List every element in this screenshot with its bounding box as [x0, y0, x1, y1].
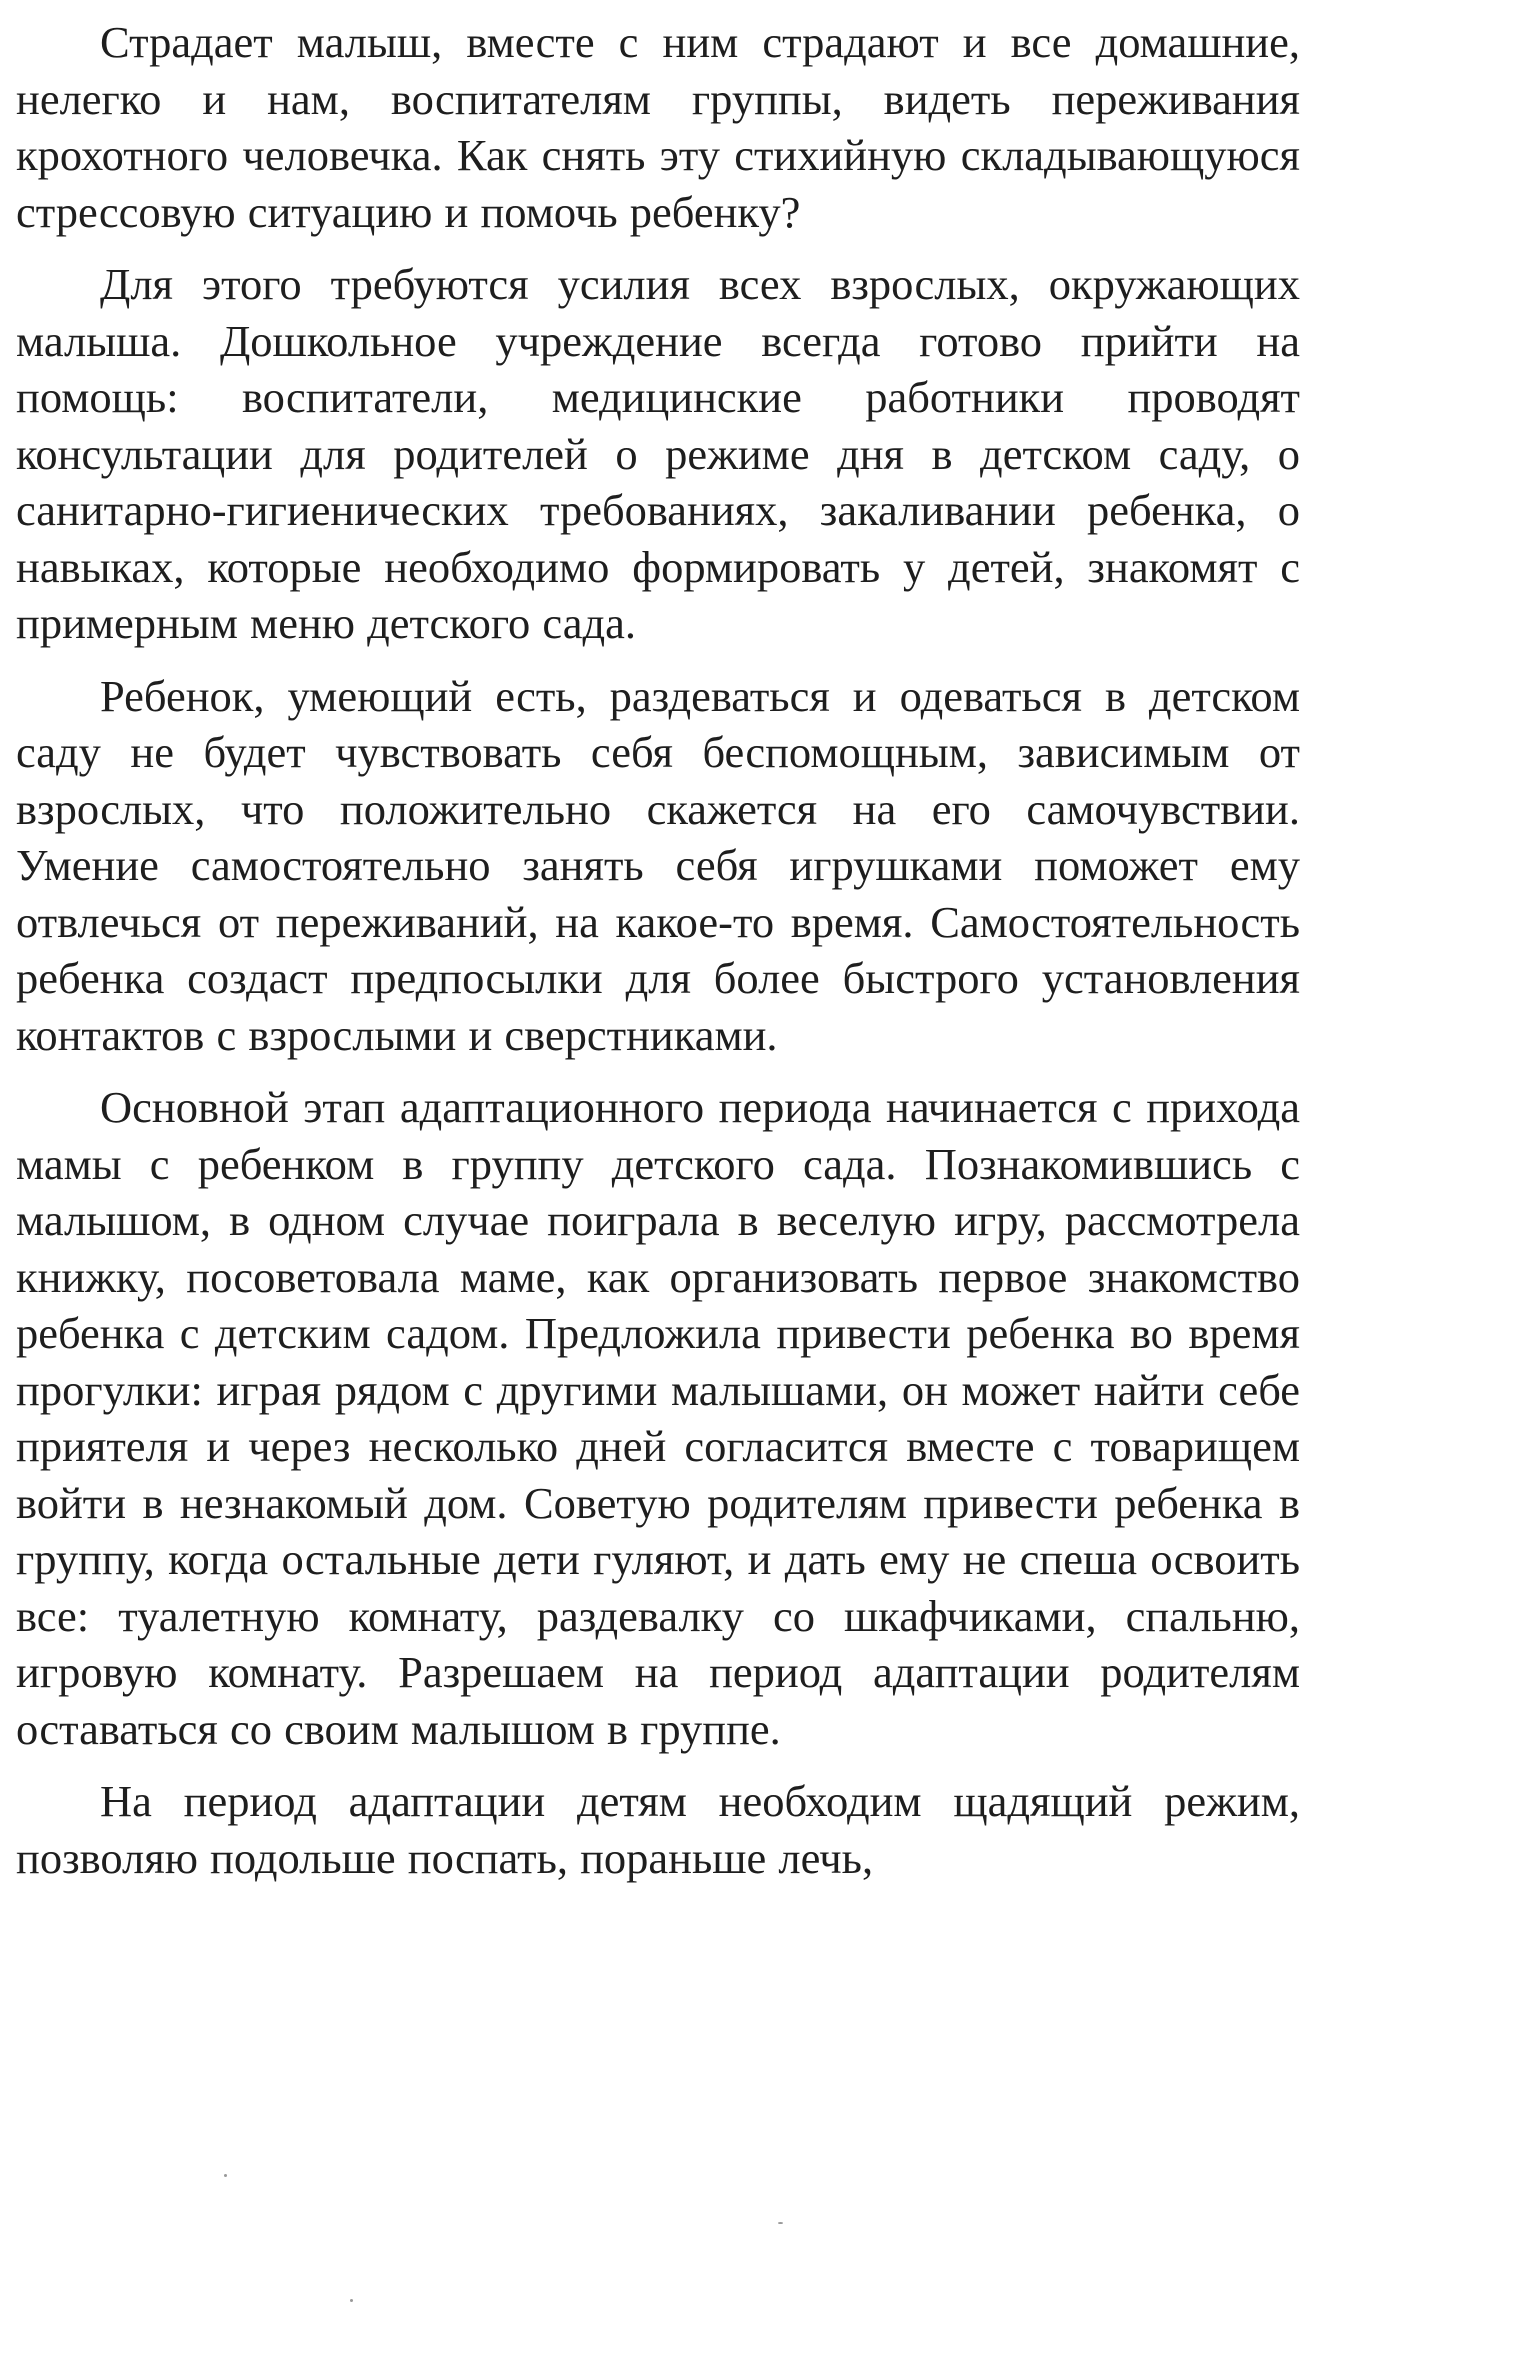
paragraph-4: Основной этап адаптационного периода начинается с прихода мамы с ребенком в группу детского сада. Познакомившись с малышом, в одном случае поиграла в веселую игру, рассмотрела книжку, посоветовала маме, как организовать первое знакомство ребенка с детским садом. Предложила привести ребенка во время прогулки: играя рядом с другими малышами, он может найти себе приятеля и через несколько дней согласится вместе с товарищем войти в незнакомый дом. Советую родителям привести ребенка в группу, когда остальные дети гуляют, и дать ему не спеша освоить все: туалетную комнату, раздевалку со шкафчиками, спальню, игровую комнату. Разрешаем на период адаптации родителям оставаться со своим малышом в группе.	[16, 1082, 1300, 1754]
paragraph-3: Ребенок, умеющий есть, раздеваться и одеваться в детском саду не будет чувствовать себя беспомощным, зависимым от взрослых, что положительно скажется на его самочувствии. Умение самостоятельно занять себя игрушками поможет ему отвлечься от переживаний, на какое-то время. Самостоятельность ребенка создаст предпосылки для более быстрого установления контактов с взрослыми и сверстниками.	[16, 670, 1300, 1060]
scan-speck	[350, 2299, 353, 2302]
paragraph-5: На период адаптации детям необходим щадящий режим, позволяю подольше поспать, пораньше лечь,	[16, 1776, 1300, 1883]
paragraph-1: Страдает малыш, вместе с ним страдают и все домашние, нелегко и нам, воспитателям группы, видеть переживания крохотного человечка. Как снять эту стихийную складывающуюся стрессовую ситуацию и помочь ребенку?	[16, 17, 1300, 237]
paragraph-2: Для этого требуются усилия всех взрослых, окружающих малыша. Дошкольное учреждение всегда готово прийти на помощь: воспитатели, медицинские работники проводят консультации для родителей о режиме дня в детском саду, о санитарно-гигиенических требованиях, закаливании ребенка, о навыках, которые необходимо формировать у детей, знакомят с примерным меню детского сада.	[16, 259, 1300, 648]
scan-speck	[224, 2174, 227, 2177]
scan-speck	[778, 2222, 783, 2224]
